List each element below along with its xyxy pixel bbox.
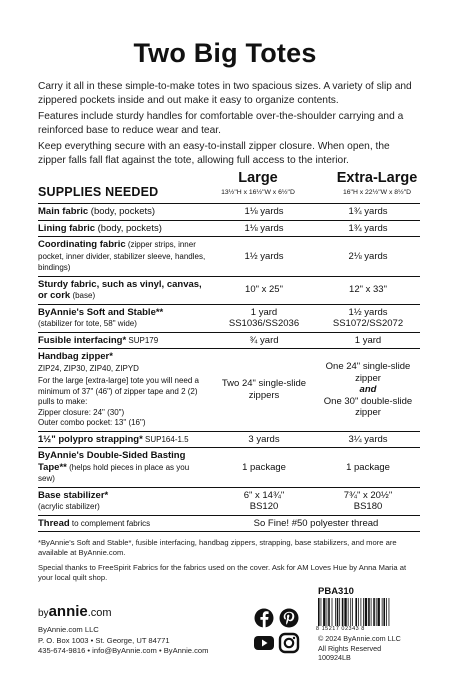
table-row <box>38 487 420 515</box>
xl-zipper-b: One 30" double-slide zipper <box>323 395 413 418</box>
item-detail: (body, pockets) <box>95 222 162 234</box>
table-row <box>38 304 420 332</box>
item-name: Handbag zipper* <box>38 351 113 362</box>
barcode <box>316 598 420 626</box>
copyright-block <box>318 634 401 663</box>
table-row <box>38 204 420 221</box>
xl-amount: 2⅛ yards <box>316 237 420 277</box>
barcode-bar <box>342 598 344 626</box>
barcode-number: 8 15217 02343 8 <box>316 626 365 632</box>
intro-paragraph: Features include sturdy handles for comfortable over-the-shoulder carrying and a reinforced base to reduce wear and tear. <box>38 111 404 136</box>
xl-sku: SS1072/SS2072 <box>332 318 404 329</box>
copyright-line: © 2024 ByAnnie.com LLC <box>318 634 401 643</box>
page-title: Two Big Totes <box>133 38 317 68</box>
xl-amount: 7¾" x 20½" <box>343 489 393 501</box>
large-amount: 3 yards <box>212 431 316 448</box>
large-amount: 6" x 14¾" <box>243 489 285 501</box>
facebook-icon[interactable] <box>255 609 274 628</box>
barcode-bar <box>355 598 357 626</box>
large-sku: BS120 <box>249 501 279 512</box>
large-amount: 1⅛ yards <box>212 204 316 221</box>
barcode-bar <box>363 598 364 626</box>
table-row <box>38 220 420 237</box>
logo-by: by <box>38 608 49 619</box>
logo-name: annie <box>48 603 88 620</box>
publisher-address <box>38 625 208 657</box>
footnote: Special thanks to FreeSpirit Fabrics for the fabrics used on the cover. Ask for AM Loves Hue by Anna Maria at your local quilt shop. <box>38 563 407 582</box>
item-cell <box>38 448 212 488</box>
item-cell <box>38 304 212 332</box>
large-amount: 1 package <box>212 448 316 488</box>
large-amount: 10" x 25" <box>212 276 316 304</box>
copyright-line: 100924LB <box>318 653 351 662</box>
barcode-bar <box>344 598 346 626</box>
barcode-bar <box>348 598 349 626</box>
item-detail: (helps hold pieces in place as you sew) <box>38 462 190 483</box>
large-amount-cell <box>212 304 316 332</box>
table-row <box>38 349 420 432</box>
large-amount: 1 yard <box>250 306 278 318</box>
size-name: Extra-Large <box>336 170 418 186</box>
supplies-table <box>38 203 420 532</box>
xl-amount-cell <box>316 487 420 515</box>
barcode-bar <box>335 598 336 626</box>
xl-amount: 3¼ yards <box>316 431 420 448</box>
item-detail: (stabilizer for tote, 58" wide) <box>38 319 137 328</box>
supplies-heading: SUPPLIES NEEDED <box>38 185 159 199</box>
address-line: 435-674-9816 • info@ByAnnie.com • ByAnnie.com <box>38 646 209 655</box>
xl-amount-cell <box>316 349 420 432</box>
xl-and: and <box>359 384 377 395</box>
barcode-bar <box>368 598 370 626</box>
table-row <box>38 515 420 532</box>
item-cell <box>38 349 212 432</box>
xl-sku: BS180 <box>353 501 383 512</box>
item-name: Coordinating fabric <box>38 239 126 250</box>
barcode-bar <box>382 598 383 626</box>
item-detail: ZIP24, ZIP30, ZIP40, ZIPYD <box>38 363 139 373</box>
address-line: P. O. Box 1003 • St. George, UT 84771 <box>38 635 170 645</box>
size-dimensions: 13½"H x 16½"W x 6½"D <box>221 189 295 196</box>
xl-zipper-a: One 24" single-slide zipper <box>325 361 411 384</box>
table-row <box>38 276 420 304</box>
item-detail: to complement fabrics <box>69 518 151 528</box>
footnote: *ByAnnie's Soft and Stable*, fusible interfacing, handbag zippers, strapping, base stabilizers, and more are available at ByAnnie.com. <box>38 538 397 557</box>
size-header-extra-large <box>322 170 432 196</box>
youtube-icon[interactable] <box>254 636 274 650</box>
barcode-bar <box>361 598 362 626</box>
barcode-bar <box>352 598 353 626</box>
barcode-bar <box>358 598 359 626</box>
item-detail: (body, pockets) <box>88 206 156 217</box>
table-row <box>38 332 420 349</box>
size-name: Large <box>238 170 278 186</box>
xl-amount-cell <box>316 304 420 332</box>
item-detail: SUP179 <box>126 335 159 345</box>
item-cell <box>38 237 212 277</box>
barcode-bar <box>323 598 325 626</box>
intro-paragraph: Carry it all in these simple-to-make totes in two spacious sizes. A variety of slip and zippered pockets inside and out make it easy to organize contents. <box>38 81 412 106</box>
pinterest-icon[interactable] <box>280 609 299 628</box>
barcode-bar <box>386 598 387 626</box>
barcode-bar <box>378 598 380 626</box>
item-name: Lining fabric <box>38 222 95 234</box>
zipper-closure-note: Zipper closure: 24" (30") <box>38 407 125 417</box>
item-name: Thread <box>38 517 70 529</box>
item-name: Base stabilizer* <box>38 489 109 501</box>
item-cell <box>38 487 212 515</box>
item-name: ByAnnie's Soft and Stable** <box>38 306 164 318</box>
xl-amount: 1¾ yards <box>316 220 420 237</box>
xl-amount: 1¾ yards <box>316 204 420 221</box>
barcode-bar <box>328 598 330 626</box>
table-row <box>38 237 420 277</box>
barcode-bar <box>350 598 351 626</box>
zipper-note: For the large [extra-large] tote you will need a minimum of 37" (46") of zipper tape and 2 (2) pulls to make: <box>38 376 199 406</box>
large-amount-cell <box>212 487 316 515</box>
logo-domain: .com <box>87 607 112 619</box>
item-name: Fusible interfacing* <box>38 334 127 346</box>
size-dimensions: 16"H x 22½"W x 8½"D <box>342 189 412 196</box>
item-detail: (zipper strips, inner pocket, inner divider, stabilizer sleeve, handles, bindings) <box>38 240 206 272</box>
social-icons <box>252 607 302 655</box>
pattern-code: PBA310 <box>318 586 354 597</box>
barcode-bar <box>371 598 372 626</box>
address-line: ByAnnie.com LLC <box>38 625 99 634</box>
item-detail: SUP164-1.5 <box>142 434 189 444</box>
large-sku: SS1036/SS2036 <box>228 318 300 329</box>
size-header-large <box>208 170 308 196</box>
barcode-bar <box>376 598 377 626</box>
barcode-bar <box>327 598 328 626</box>
xl-amount: 1 yard <box>316 332 420 349</box>
xl-amount: 1½ yards <box>348 306 388 318</box>
barcode-bar <box>337 598 339 626</box>
both-sizes-amount: So Fine! #50 polyester thread <box>212 515 420 532</box>
item-cell <box>38 220 212 237</box>
barcode-bar <box>339 598 340 626</box>
item-cell <box>38 515 212 532</box>
item-name: Sturdy fabric, such as vinyl, canvas, or cork <box>38 278 202 301</box>
large-amount: Two 24" single-slide zippers <box>212 349 316 432</box>
item-name: 1½" polypro strapping* <box>38 433 143 445</box>
item-cell <box>38 276 212 304</box>
large-amount: 1½ yards <box>212 237 316 277</box>
item-note <box>38 376 208 429</box>
barcode-bar <box>389 598 390 626</box>
barcode-bar <box>318 598 320 626</box>
item-name: ByAnnie's Double-Sided Basting Tape** <box>38 450 186 473</box>
item-name: Main fabric <box>38 206 89 217</box>
intro-paragraph: Keep everything secure with an easy-to-install zipper closure. When open, the zipper falls fall flat against the tote, allowing full access to the interior. <box>38 141 390 166</box>
barcode-bar <box>365 598 367 626</box>
item-cell <box>38 431 212 448</box>
item-detail: (base) <box>70 291 96 300</box>
xl-amount: 12" x 33" <box>316 276 420 304</box>
outer-pocket-note: Outer combo pocket: 13" (16") <box>38 418 146 427</box>
instagram-icon[interactable] <box>280 634 298 652</box>
large-amount: ¾ yard <box>212 332 316 349</box>
item-cell <box>38 332 212 349</box>
brand-logo <box>38 603 112 620</box>
barcode-bar <box>383 598 385 626</box>
table-row <box>38 431 420 448</box>
xl-amount: 1 package <box>316 448 420 488</box>
item-detail: (acrylic stabilizer) <box>38 502 100 511</box>
item-cell <box>38 204 212 221</box>
barcode-bar <box>321 598 322 626</box>
table-row <box>38 448 420 488</box>
barcode-bar <box>332 598 333 626</box>
large-amount: 1⅛ yards <box>212 220 316 237</box>
copyright-line: All Rights Reserved <box>318 643 382 653</box>
social-links <box>252 607 302 655</box>
barcode-bar <box>373 598 375 626</box>
